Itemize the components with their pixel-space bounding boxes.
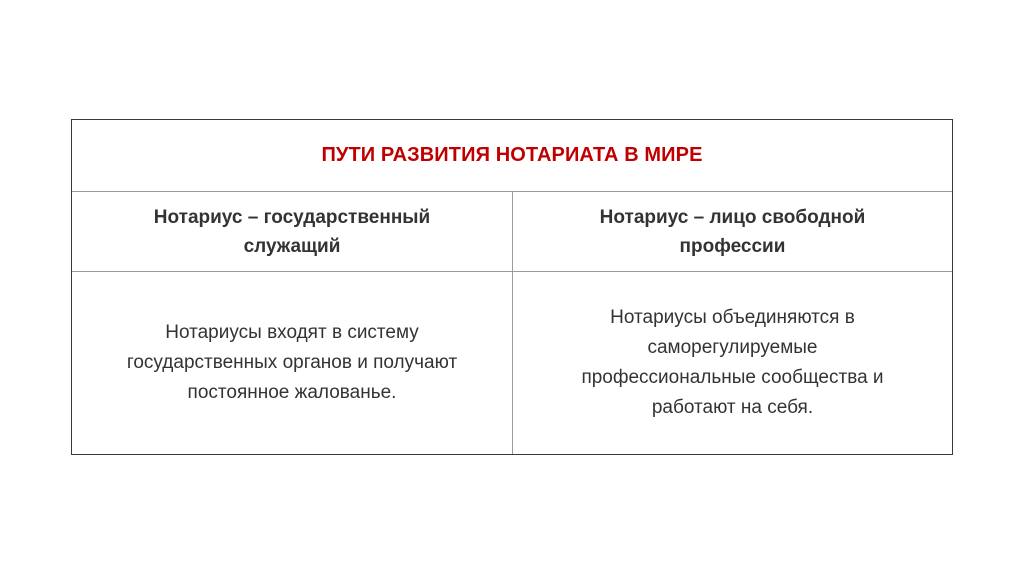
column-header <box>154 203 430 261</box>
text-line: Нотариусы объединяются в <box>610 307 855 328</box>
header-line: Нотариус – лицо свободной <box>599 206 866 228</box>
cell-text <box>581 303 883 423</box>
text-line: профессиональные сообщества и <box>581 367 884 388</box>
table-body-row <box>72 272 952 454</box>
cell-text <box>127 318 457 408</box>
table-title: ПУТИ РАЗВИТИЯ НОТАРИАТА В МИРЕ <box>321 144 703 166</box>
header-line: профессии <box>679 235 786 257</box>
header-cell-civil-servant <box>72 192 513 271</box>
text-line: постоянное жалованье. <box>187 382 397 403</box>
text-line: государственных органов и получают <box>126 352 458 373</box>
table-title-row <box>72 120 952 192</box>
table-header-row <box>72 192 952 272</box>
header-line: служащий <box>243 235 341 257</box>
body-cell-civil-servant <box>72 272 513 454</box>
column-header <box>600 203 866 261</box>
comparison-table <box>71 119 953 455</box>
body-cell-free-profession <box>513 272 952 454</box>
text-line: работают на себя. <box>651 397 814 418</box>
header-cell-free-profession <box>513 192 952 271</box>
text-line: саморегулируемые <box>647 337 818 358</box>
text-line: Нотариусы входят в систему <box>165 322 419 343</box>
header-line: Нотариус – государственный <box>153 206 431 228</box>
